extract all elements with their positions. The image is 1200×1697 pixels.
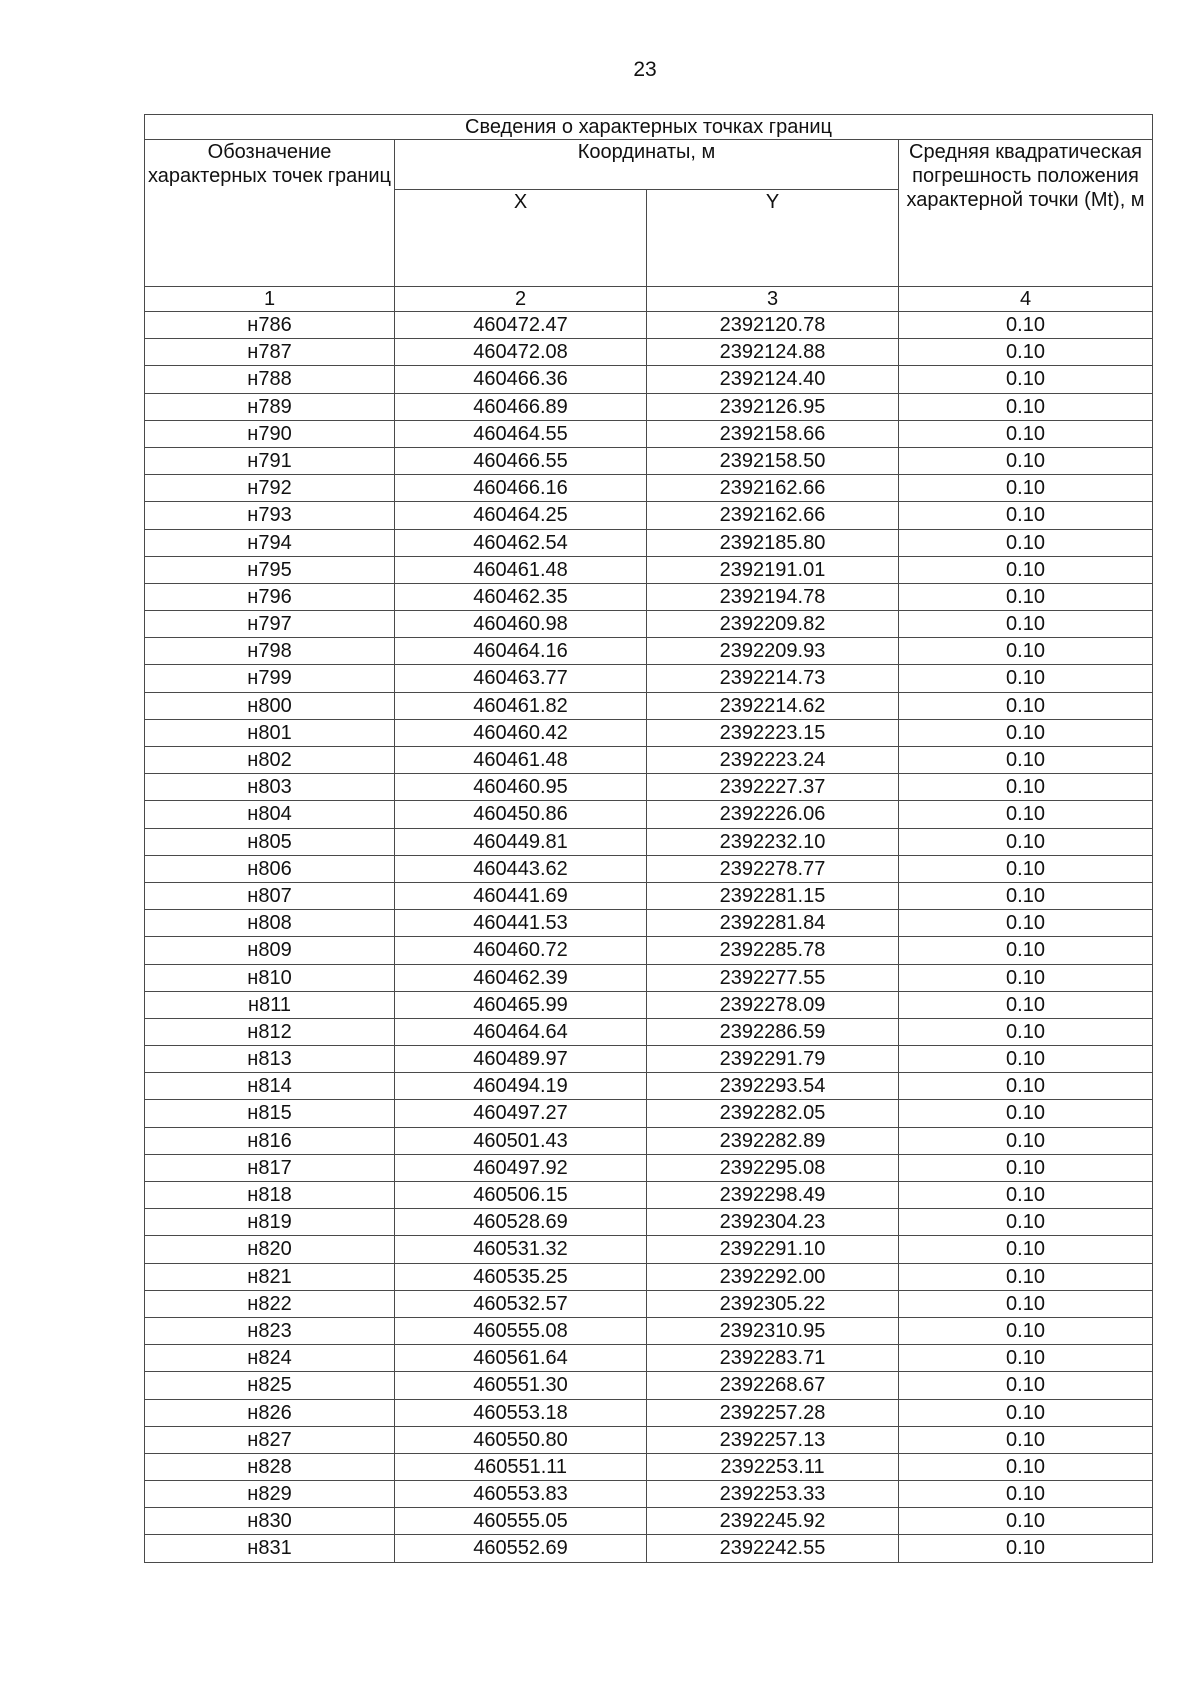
error-cell: 0.10 (899, 665, 1153, 692)
table-row (145, 475, 1153, 502)
error-cell: 0.10 (899, 366, 1153, 393)
point-designation-cell: н813 (145, 1046, 395, 1073)
point-designation-cell: н797 (145, 611, 395, 638)
table-row (145, 1046, 1153, 1073)
y-coordinate-cell: 2392295.08 (647, 1154, 899, 1181)
point-designation-cell: н820 (145, 1236, 395, 1263)
error-cell: 0.10 (899, 1100, 1153, 1127)
y-coordinate-cell: 2392257.28 (647, 1399, 899, 1426)
x-coordinate-cell: 460464.16 (395, 638, 647, 665)
x-coordinate-cell: 460443.62 (395, 855, 647, 882)
point-designation-cell: н807 (145, 882, 395, 909)
error-cell: 0.10 (899, 719, 1153, 746)
table-row (145, 1154, 1153, 1181)
point-designation-cell: н793 (145, 502, 395, 529)
table-row (145, 1508, 1153, 1535)
table-row (145, 339, 1153, 366)
table-row (145, 1182, 1153, 1209)
error-cell: 0.10 (899, 475, 1153, 502)
error-cell: 0.10 (899, 1399, 1153, 1426)
x-coordinate-cell: 460466.16 (395, 475, 647, 502)
y-coordinate-cell: 2392191.01 (647, 556, 899, 583)
table-row (145, 1290, 1153, 1317)
x-coordinate-cell: 460472.08 (395, 339, 647, 366)
error-cell: 0.10 (899, 393, 1153, 420)
error-cell: 0.10 (899, 692, 1153, 719)
y-coordinate-cell: 2392291.10 (647, 1236, 899, 1263)
y-coordinate-cell: 2392223.15 (647, 719, 899, 746)
table-row (145, 529, 1153, 556)
error-header: Средняя квадратическая погрешность положения характерной точки (Mt), м (899, 140, 1153, 287)
x-coordinate-cell: 460466.89 (395, 393, 647, 420)
table-row (145, 638, 1153, 665)
x-coordinate-cell: 460497.92 (395, 1154, 647, 1181)
x-coordinate-cell: 460462.39 (395, 964, 647, 991)
table-row (145, 1100, 1153, 1127)
x-coordinate-cell: 460501.43 (395, 1127, 647, 1154)
table-row (145, 1127, 1153, 1154)
x-coordinate-cell: 460460.95 (395, 774, 647, 801)
error-cell: 0.10 (899, 747, 1153, 774)
error-cell: 0.10 (899, 638, 1153, 665)
point-designation-cell: н817 (145, 1154, 395, 1181)
point-designation-cell: н812 (145, 1018, 395, 1045)
y-coordinate-cell: 2392124.40 (647, 366, 899, 393)
table-row (145, 502, 1153, 529)
error-cell: 0.10 (899, 910, 1153, 937)
x-header: X (395, 190, 647, 287)
table-caption: Сведения о характерных точках границ (145, 115, 1153, 140)
y-coordinate-cell: 2392283.71 (647, 1345, 899, 1372)
error-cell: 0.10 (899, 1453, 1153, 1480)
error-cell: 0.10 (899, 774, 1153, 801)
point-designation-cell: н799 (145, 665, 395, 692)
x-coordinate-cell: 460535.25 (395, 1263, 647, 1290)
point-designation-cell: н828 (145, 1453, 395, 1480)
error-cell: 0.10 (899, 1317, 1153, 1344)
error-cell: 0.10 (899, 312, 1153, 339)
y-coordinate-cell: 2392253.33 (647, 1481, 899, 1508)
x-coordinate-cell: 460532.57 (395, 1290, 647, 1317)
error-cell: 0.10 (899, 882, 1153, 909)
boundary-points-table (144, 114, 1153, 1563)
table-row (145, 1535, 1153, 1562)
point-designation-cell: н798 (145, 638, 395, 665)
table-row (145, 312, 1153, 339)
table-row (145, 1453, 1153, 1480)
table-row (145, 611, 1153, 638)
y-coordinate-cell: 2392281.15 (647, 882, 899, 909)
x-coordinate-cell: 460561.64 (395, 1345, 647, 1372)
error-cell: 0.10 (899, 1046, 1153, 1073)
x-coordinate-cell: 460464.64 (395, 1018, 647, 1045)
x-coordinate-cell: 460552.69 (395, 1535, 647, 1562)
y-coordinate-cell: 2392305.22 (647, 1290, 899, 1317)
x-coordinate-cell: 460460.98 (395, 611, 647, 638)
y-coordinate-cell: 2392227.37 (647, 774, 899, 801)
x-coordinate-cell: 460462.35 (395, 583, 647, 610)
x-coordinate-cell: 460461.82 (395, 692, 647, 719)
table-row (145, 910, 1153, 937)
point-designation-cell: н814 (145, 1073, 395, 1100)
x-coordinate-cell: 460494.19 (395, 1073, 647, 1100)
header-row (145, 140, 1153, 190)
x-coordinate-cell: 460461.48 (395, 747, 647, 774)
point-designation-cell: н803 (145, 774, 395, 801)
error-cell: 0.10 (899, 964, 1153, 991)
table-row (145, 1073, 1153, 1100)
column-number: 4 (899, 287, 1153, 312)
error-cell: 0.10 (899, 1154, 1153, 1181)
error-cell: 0.10 (899, 801, 1153, 828)
x-coordinate-cell: 460555.08 (395, 1317, 647, 1344)
y-coordinate-cell: 2392277.55 (647, 964, 899, 991)
table-row (145, 937, 1153, 964)
point-designation-cell: н815 (145, 1100, 395, 1127)
error-cell: 0.10 (899, 420, 1153, 447)
table-row (145, 774, 1153, 801)
point-designation-cell: н826 (145, 1399, 395, 1426)
x-coordinate-cell: 460449.81 (395, 828, 647, 855)
coordinates-header: Координаты, м (395, 140, 899, 190)
error-cell: 0.10 (899, 1236, 1153, 1263)
x-coordinate-cell: 460497.27 (395, 1100, 647, 1127)
error-cell: 0.10 (899, 1182, 1153, 1209)
x-coordinate-cell: 460531.32 (395, 1236, 647, 1263)
y-coordinate-cell: 2392162.66 (647, 475, 899, 502)
error-cell: 0.10 (899, 1073, 1153, 1100)
point-designation-cell: н802 (145, 747, 395, 774)
error-cell: 0.10 (899, 1018, 1153, 1045)
point-designation-cell: н789 (145, 393, 395, 420)
table-row (145, 1481, 1153, 1508)
table-row (145, 366, 1153, 393)
x-coordinate-cell: 460551.30 (395, 1372, 647, 1399)
y-coordinate-cell: 2392282.05 (647, 1100, 899, 1127)
table-row (145, 556, 1153, 583)
point-designation-cell: н816 (145, 1127, 395, 1154)
table-row (145, 855, 1153, 882)
designation-header: Обозначение характерных точек границ (145, 140, 395, 287)
y-coordinate-cell: 2392223.24 (647, 747, 899, 774)
x-coordinate-cell: 460466.55 (395, 447, 647, 474)
table-row (145, 692, 1153, 719)
y-coordinate-cell: 2392292.00 (647, 1263, 899, 1290)
table-row (145, 1372, 1153, 1399)
point-designation-cell: н811 (145, 991, 395, 1018)
error-cell: 0.10 (899, 556, 1153, 583)
table-row (145, 882, 1153, 909)
table-row (145, 1317, 1153, 1344)
y-coordinate-cell: 2392285.78 (647, 937, 899, 964)
y-coordinate-cell: 2392232.10 (647, 828, 899, 855)
y-coordinate-cell: 2392278.77 (647, 855, 899, 882)
x-coordinate-cell: 460463.77 (395, 665, 647, 692)
x-coordinate-cell: 460461.48 (395, 556, 647, 583)
point-designation-cell: н806 (145, 855, 395, 882)
table-row (145, 828, 1153, 855)
table-row (145, 447, 1153, 474)
column-number: 3 (647, 287, 899, 312)
x-coordinate-cell: 460460.42 (395, 719, 647, 746)
y-coordinate-cell: 2392214.73 (647, 665, 899, 692)
x-coordinate-cell: 460553.83 (395, 1481, 647, 1508)
table-row (145, 1018, 1153, 1045)
error-cell: 0.10 (899, 937, 1153, 964)
error-cell: 0.10 (899, 991, 1153, 1018)
y-coordinate-cell: 2392209.93 (647, 638, 899, 665)
x-coordinate-cell: 460465.99 (395, 991, 647, 1018)
y-coordinate-cell: 2392124.88 (647, 339, 899, 366)
table-row (145, 801, 1153, 828)
y-coordinate-cell: 2392162.66 (647, 502, 899, 529)
error-cell: 0.10 (899, 1481, 1153, 1508)
point-designation-cell: н821 (145, 1263, 395, 1290)
point-designation-cell: н792 (145, 475, 395, 502)
y-coordinate-cell: 2392253.11 (647, 1453, 899, 1480)
y-coordinate-cell: 2392268.67 (647, 1372, 899, 1399)
table-row (145, 420, 1153, 447)
y-coordinate-cell: 2392126.95 (647, 393, 899, 420)
y-coordinate-cell: 2392293.54 (647, 1073, 899, 1100)
error-cell: 0.10 (899, 447, 1153, 474)
point-designation-cell: н830 (145, 1508, 395, 1535)
y-coordinate-cell: 2392158.50 (647, 447, 899, 474)
table-row (145, 665, 1153, 692)
column-number: 2 (395, 287, 647, 312)
error-cell: 0.10 (899, 502, 1153, 529)
table-row (145, 583, 1153, 610)
error-cell: 0.10 (899, 611, 1153, 638)
y-coordinate-cell: 2392286.59 (647, 1018, 899, 1045)
error-cell: 0.10 (899, 1127, 1153, 1154)
y-coordinate-cell: 2392282.89 (647, 1127, 899, 1154)
y-coordinate-cell: 2392291.79 (647, 1046, 899, 1073)
x-coordinate-cell: 460506.15 (395, 1182, 647, 1209)
y-coordinate-cell: 2392278.09 (647, 991, 899, 1018)
y-header: Y (647, 190, 899, 287)
y-coordinate-cell: 2392120.78 (647, 312, 899, 339)
y-coordinate-cell: 2392304.23 (647, 1209, 899, 1236)
error-cell: 0.10 (899, 529, 1153, 556)
point-designation-cell: н829 (145, 1481, 395, 1508)
y-coordinate-cell: 2392158.66 (647, 420, 899, 447)
error-cell: 0.10 (899, 1508, 1153, 1535)
x-coordinate-cell: 460441.69 (395, 882, 647, 909)
point-designation-cell: н796 (145, 583, 395, 610)
point-designation-cell: н805 (145, 828, 395, 855)
x-coordinate-cell: 460464.25 (395, 502, 647, 529)
error-cell: 0.10 (899, 1535, 1153, 1562)
error-cell: 0.10 (899, 1209, 1153, 1236)
x-coordinate-cell: 460450.86 (395, 801, 647, 828)
y-coordinate-cell: 2392310.95 (647, 1317, 899, 1344)
x-coordinate-cell: 460466.36 (395, 366, 647, 393)
x-coordinate-cell: 460550.80 (395, 1426, 647, 1453)
error-cell: 0.10 (899, 828, 1153, 855)
y-coordinate-cell: 2392257.13 (647, 1426, 899, 1453)
error-cell: 0.10 (899, 583, 1153, 610)
error-cell: 0.10 (899, 1345, 1153, 1372)
point-designation-cell: н822 (145, 1290, 395, 1317)
point-designation-cell: н800 (145, 692, 395, 719)
y-coordinate-cell: 2392298.49 (647, 1182, 899, 1209)
y-coordinate-cell: 2392214.62 (647, 692, 899, 719)
x-coordinate-cell: 460555.05 (395, 1508, 647, 1535)
y-coordinate-cell: 2392185.80 (647, 529, 899, 556)
y-coordinate-cell: 2392194.78 (647, 583, 899, 610)
error-cell: 0.10 (899, 1263, 1153, 1290)
y-coordinate-cell: 2392281.84 (647, 910, 899, 937)
point-designation-cell: н809 (145, 937, 395, 964)
y-coordinate-cell: 2392209.82 (647, 611, 899, 638)
table-row (145, 1426, 1153, 1453)
point-designation-cell: н831 (145, 1535, 395, 1562)
point-designation-cell: н804 (145, 801, 395, 828)
x-coordinate-cell: 460551.11 (395, 1453, 647, 1480)
x-coordinate-cell: 460441.53 (395, 910, 647, 937)
x-coordinate-cell: 460553.18 (395, 1399, 647, 1426)
point-designation-cell: н794 (145, 529, 395, 556)
point-designation-cell: н819 (145, 1209, 395, 1236)
x-coordinate-cell: 460472.47 (395, 312, 647, 339)
point-designation-cell: н786 (145, 312, 395, 339)
error-cell: 0.10 (899, 339, 1153, 366)
column-numbers-row (145, 287, 1153, 312)
column-number: 1 (145, 287, 395, 312)
point-designation-cell: н801 (145, 719, 395, 746)
point-designation-cell: н824 (145, 1345, 395, 1372)
y-coordinate-cell: 2392245.92 (647, 1508, 899, 1535)
y-coordinate-cell: 2392242.55 (647, 1535, 899, 1562)
point-designation-cell: н810 (145, 964, 395, 991)
point-designation-cell: н823 (145, 1317, 395, 1344)
error-cell: 0.10 (899, 855, 1153, 882)
table-row (145, 991, 1153, 1018)
table-row (145, 1209, 1153, 1236)
x-coordinate-cell: 460462.54 (395, 529, 647, 556)
table-row (145, 747, 1153, 774)
error-cell: 0.10 (899, 1426, 1153, 1453)
table-row (145, 964, 1153, 991)
point-designation-cell: н827 (145, 1426, 395, 1453)
x-coordinate-cell: 460460.72 (395, 937, 647, 964)
point-designation-cell: н795 (145, 556, 395, 583)
x-coordinate-cell: 460464.55 (395, 420, 647, 447)
point-designation-cell: н787 (145, 339, 395, 366)
point-designation-cell: н808 (145, 910, 395, 937)
point-designation-cell: н818 (145, 1182, 395, 1209)
point-designation-cell: н790 (145, 420, 395, 447)
table-row (145, 719, 1153, 746)
point-designation-cell: н825 (145, 1372, 395, 1399)
table-row (145, 1263, 1153, 1290)
error-cell: 0.10 (899, 1372, 1153, 1399)
table-row (145, 1399, 1153, 1426)
point-designation-cell: н788 (145, 366, 395, 393)
table-row (145, 393, 1153, 420)
table-caption-row (145, 115, 1153, 140)
x-coordinate-cell: 460489.97 (395, 1046, 647, 1073)
y-coordinate-cell: 2392226.06 (647, 801, 899, 828)
x-coordinate-cell: 460528.69 (395, 1209, 647, 1236)
point-designation-cell: н791 (145, 447, 395, 474)
table-row (145, 1236, 1153, 1263)
table-row (145, 1345, 1153, 1372)
error-cell: 0.10 (899, 1290, 1153, 1317)
page-number: 23 (633, 58, 657, 81)
